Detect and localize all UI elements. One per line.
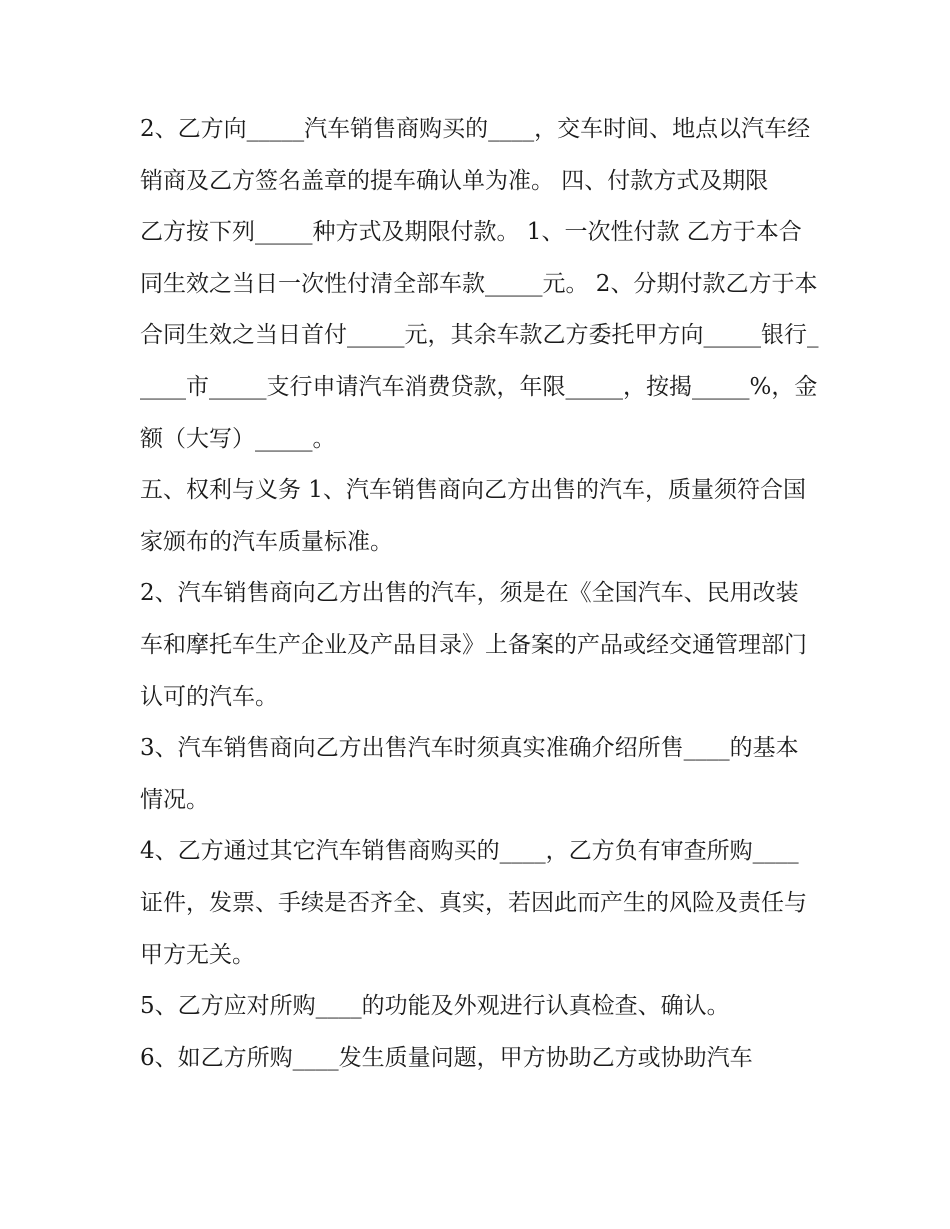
paragraph-rights-obligations-2: 2、汽车销售商向乙方出售的汽车，须是在《全国汽车、民用改装车和摩托车生产企业及产品目录》上备案的产品或经交通管理部门认可的汽车。 bbox=[140, 580, 807, 710]
paragraph-rights-obligations-1: 五、权利与义务 1、汽车销售商向乙方出售的汽车，质量须符合国家颁布的汽车质量标准。 bbox=[140, 477, 806, 555]
paragraph-purchase-delivery: 2、乙方向_____汽车销售商购买的____，交车时间、地点以汽车经销商及乙方签名盖章的提车确认单为准。 四、付款方式及期限 bbox=[140, 116, 811, 194]
paragraph-payment-terms: 乙方按下列_____种方式及期限付款。 1、一次性付款 乙方于本合同生效之当日一次性付清全部车款_____元。 2、分期付款乙方于本合同生效之当日首付_____元，其余车款乙方委托甲方向_____银行_____市_____支行申请汽车消费贷款，年限_____，按揭_____%，金额（大写）_____。 bbox=[140, 219, 819, 452]
paragraph-rights-obligations-3: 3、汽车销售商向乙方出售汽车时须真实准确介绍所售____的基本情况。 bbox=[140, 735, 799, 813]
paragraph-rights-obligations-4: 4、乙方通过其它汽车销售商购买的____，乙方负有审查所购____证件，发票、手续是否齐全、真实，若因此而产生的风险及责任与甲方无关。 bbox=[140, 838, 807, 968]
document-body bbox=[140, 104, 820, 1084]
paragraph-rights-obligations-6: 6、如乙方所购____发生质量问题，甲方协助乙方或协助汽车 bbox=[140, 1044, 753, 1071]
paragraph-rights-obligations-5: 5、乙方应对所购____的功能及外观进行认真检查、确认。 bbox=[140, 993, 730, 1020]
